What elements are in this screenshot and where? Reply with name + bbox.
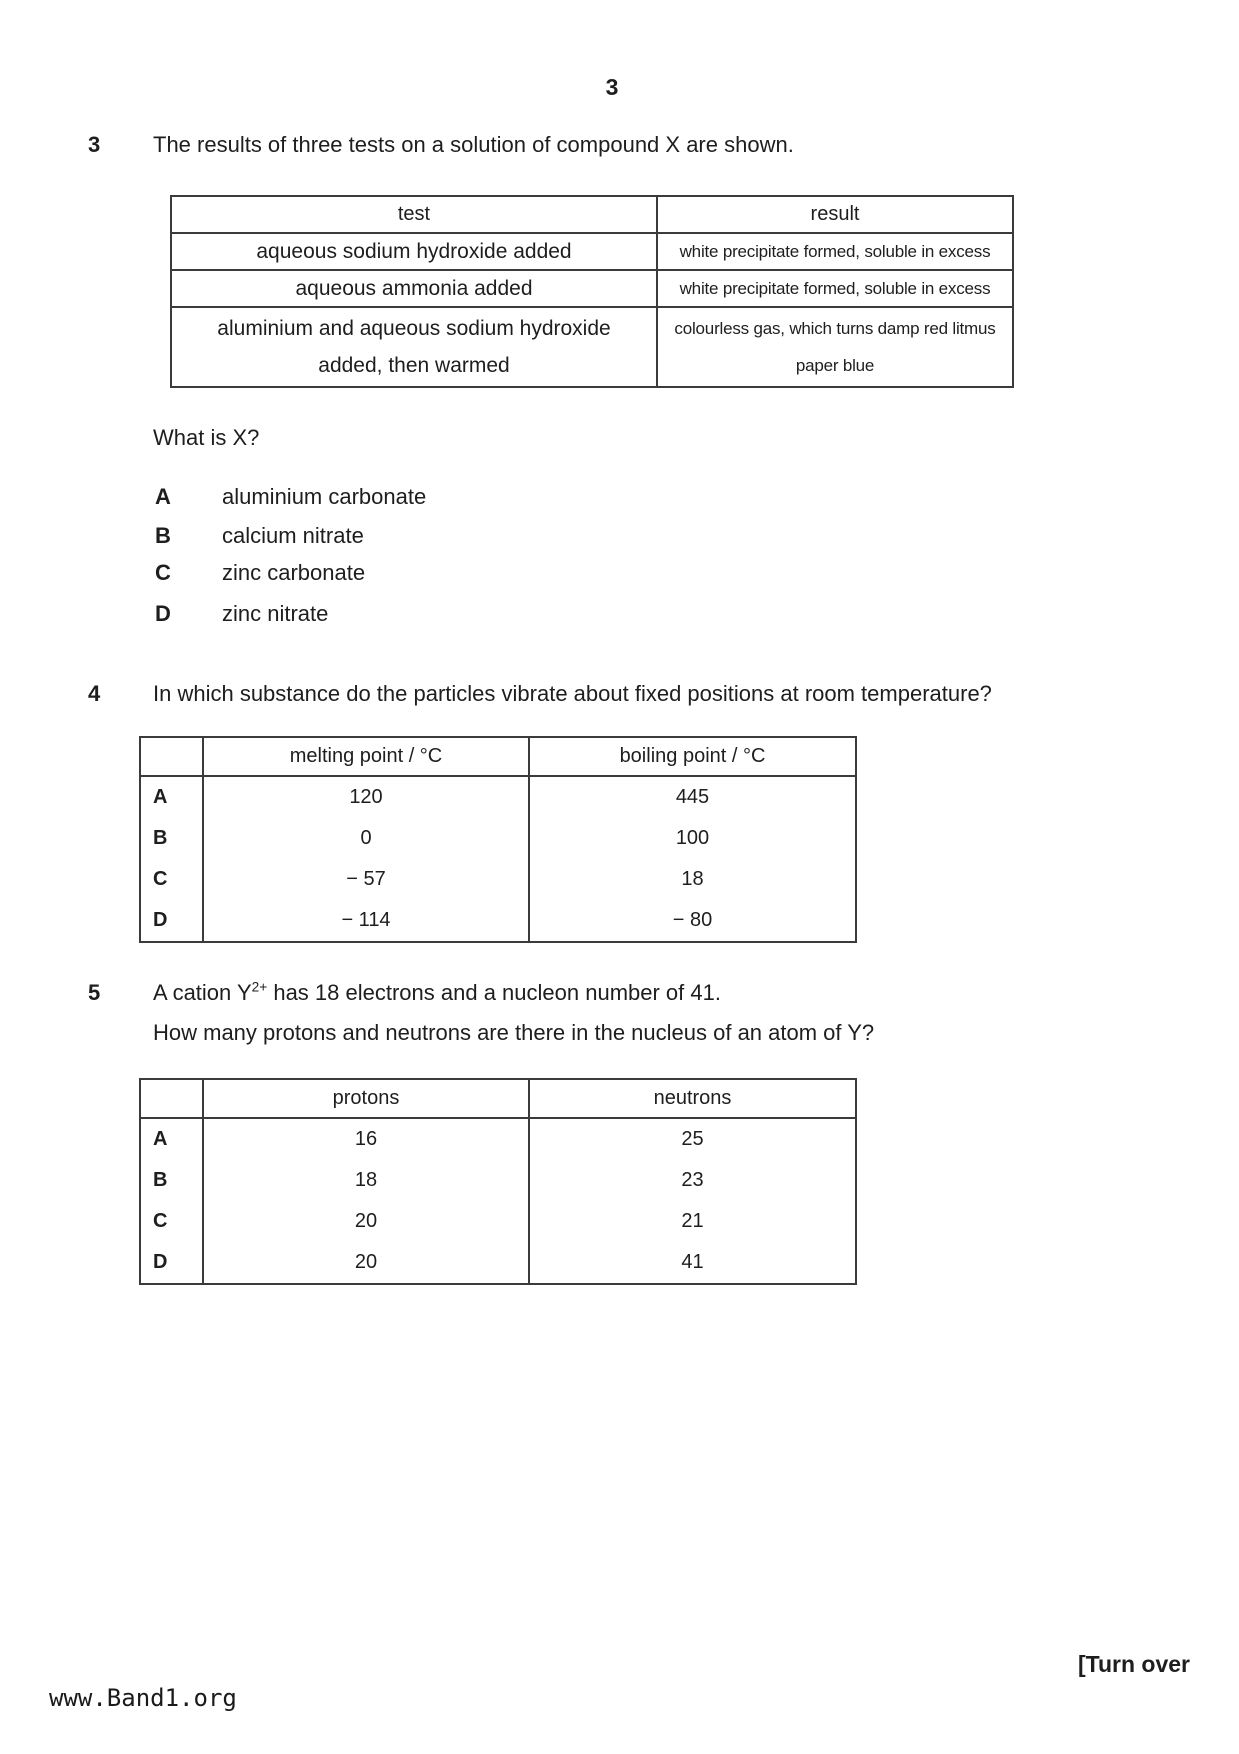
boiling-point-value: 445: [529, 776, 856, 818]
table-row: [140, 859, 856, 900]
row-letter: A: [153, 786, 168, 808]
boiling-point-value: − 80: [529, 900, 856, 942]
protons-neutrons-table: [139, 1078, 857, 1285]
col-header-melting-point: melting point / °C: [203, 737, 529, 776]
question-3-number: 3: [88, 132, 101, 157]
test-cell: [171, 307, 657, 387]
boiling-point-value: 18: [529, 859, 856, 900]
option-c-text: zinc carbonate: [222, 560, 366, 585]
neutrons-value: 23: [529, 1160, 856, 1201]
table-row: [140, 818, 856, 859]
website-watermark: www.Band1.org: [49, 1684, 237, 1712]
row-letter: A: [153, 1128, 168, 1150]
col-header-blank: [140, 737, 203, 776]
question-5-stem: [153, 980, 721, 1006]
melting-boiling-table: [139, 736, 857, 943]
protons-value: 20: [203, 1242, 529, 1284]
table-row: [140, 1160, 856, 1201]
stem-text: has 18 electrons and a nucleon number of 41.: [267, 980, 721, 1005]
option-a-letter: A: [155, 484, 171, 509]
boiling-point-value: 100: [529, 818, 856, 859]
melting-point-value: 0: [203, 818, 529, 859]
table-row: [171, 233, 1013, 270]
option-b-letter: B: [155, 523, 171, 548]
melting-point-value: − 114: [203, 900, 529, 942]
protons-value: 20: [203, 1201, 529, 1242]
question-5-stem-line2: How many protons and neutrons are there in the nucleus of an atom of Y?: [153, 1020, 875, 1045]
test-cell-line: added, then warmed: [318, 354, 510, 377]
test-cell-line: aluminium and aqueous sodium hydroxide: [217, 317, 611, 340]
melting-point-value: − 57: [203, 859, 529, 900]
row-letter: D: [153, 1251, 168, 1273]
table-row: [171, 307, 1013, 387]
option-b-text: calcium nitrate: [222, 523, 364, 548]
result-cell: white precipitate formed, soluble in excess: [657, 233, 1013, 270]
test-cell: aqueous ammonia added: [171, 270, 657, 307]
question-3-prompt: What is X?: [153, 425, 260, 450]
table-header-row: [140, 1079, 856, 1118]
neutrons-value: 21: [529, 1201, 856, 1242]
result-cell: [657, 307, 1013, 387]
melting-point-value: 120: [203, 776, 529, 818]
stem-text: A cation Y: [153, 980, 252, 1005]
protons-value: 18: [203, 1160, 529, 1201]
option-d-letter: D: [155, 601, 171, 626]
table-header-row: [140, 737, 856, 776]
test-cell: aqueous sodium hydroxide added: [171, 233, 657, 270]
turn-over-label: [Turn over: [1077, 1651, 1190, 1677]
row-letter: B: [153, 827, 168, 849]
test-result-table: [170, 195, 1014, 388]
result-cell-line: paper blue: [795, 356, 875, 375]
col-header-neutrons: neutrons: [529, 1079, 856, 1118]
row-letter: C: [153, 1210, 168, 1232]
protons-value: 16: [203, 1118, 529, 1160]
neutrons-value: 25: [529, 1118, 856, 1160]
row-letter: C: [153, 868, 168, 890]
question-3-stem: The results of three tests on a solution of compound X are shown.: [153, 132, 794, 157]
page-number: 3: [605, 74, 619, 100]
col-header-boiling-point: boiling point / °C: [529, 737, 856, 776]
col-header-protons: protons: [203, 1079, 529, 1118]
result-cell-line: colourless gas, which turns damp red litmus: [674, 319, 996, 338]
row-letter: D: [153, 909, 168, 931]
row-letter: B: [153, 1169, 168, 1191]
table-row: [140, 900, 856, 942]
neutrons-value: 41: [529, 1242, 856, 1284]
table-row: [140, 1201, 856, 1242]
table-header-row: [171, 196, 1013, 233]
question-5-number: 5: [88, 980, 101, 1005]
question-4-number: 4: [88, 681, 101, 706]
result-cell: white precipitate formed, soluble in excess: [657, 270, 1013, 307]
col-header-blank: [140, 1079, 203, 1118]
option-a-text: aluminium carbonate: [222, 484, 427, 509]
col-header-result: result: [657, 196, 1013, 233]
ion-charge-superscript: 2+: [251, 979, 268, 995]
table-row: [140, 776, 856, 818]
col-header-test: test: [171, 196, 657, 233]
question-4-stem: In which substance do the particles vibrate about fixed positions at room temperature?: [153, 681, 992, 706]
table-row: [140, 1118, 856, 1160]
option-c-letter: C: [155, 560, 171, 585]
table-row: [171, 270, 1013, 307]
option-d-text: zinc nitrate: [222, 601, 329, 626]
table-row: [140, 1242, 856, 1284]
